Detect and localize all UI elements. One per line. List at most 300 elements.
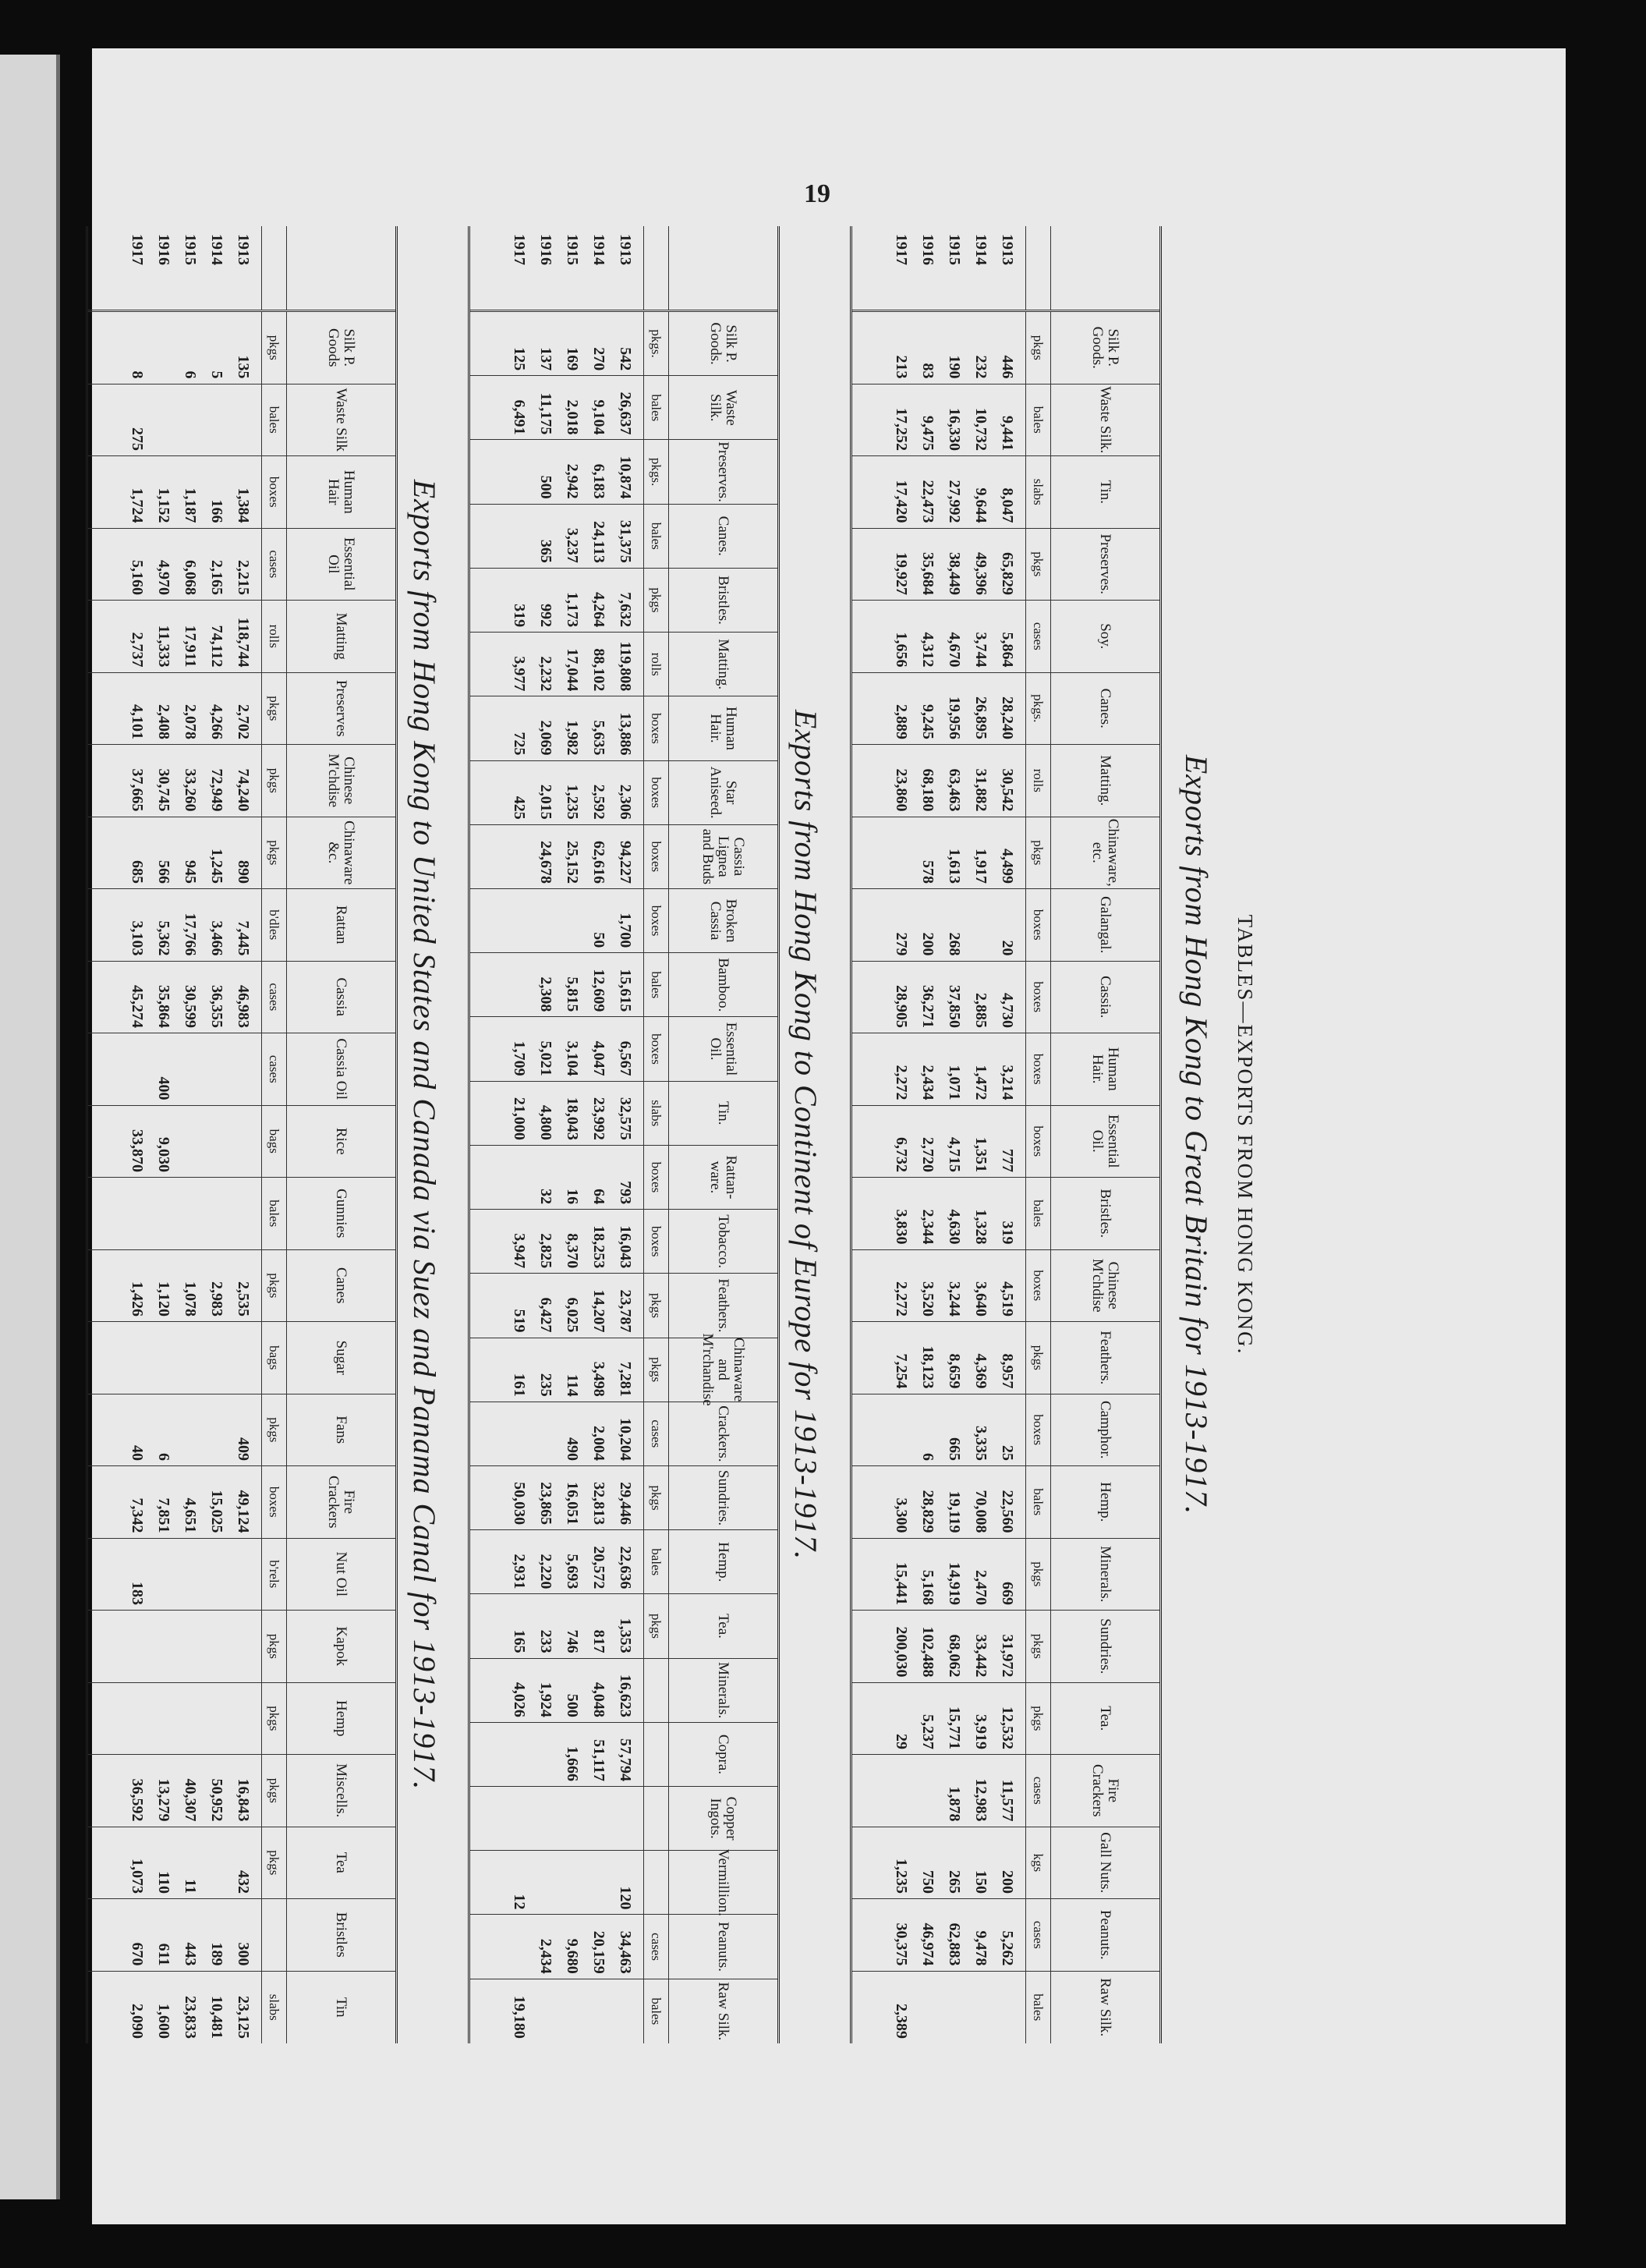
table-cell: 6,427 xyxy=(537,1297,554,1333)
table-cell: 12,609 xyxy=(590,969,607,1012)
table-cell: 1,152 xyxy=(155,487,172,523)
table-cell: 725 xyxy=(511,732,528,756)
column-header: Copra. xyxy=(668,1723,777,1786)
table-cell: 2,344 xyxy=(919,1209,936,1245)
table-cell: 1,472 xyxy=(972,1065,989,1100)
table-cell: 46,974 xyxy=(919,1922,936,1966)
table-cell: 409 xyxy=(235,1437,252,1461)
table-cell: 20,159 xyxy=(590,1930,607,1974)
table-cell: 31,375 xyxy=(617,519,634,563)
column-header: Kapok xyxy=(286,1611,395,1682)
table-cell: 2,018 xyxy=(564,399,581,435)
table-column xyxy=(88,1178,395,1250)
table-cell: 6,183 xyxy=(590,463,607,499)
column-body xyxy=(852,745,1025,817)
table-cell: 3,466 xyxy=(208,920,225,956)
table-cell: 25 xyxy=(999,1445,1016,1461)
table-cell xyxy=(533,1851,559,1914)
table-cell: 35,684 xyxy=(919,552,936,595)
year-column xyxy=(88,226,395,312)
column-body xyxy=(470,953,643,1016)
column-body xyxy=(88,1178,261,1249)
table-cell: 15,615 xyxy=(617,969,634,1012)
table-cell: 1,235 xyxy=(564,784,581,820)
table-cell: 268 xyxy=(946,932,963,956)
table-cell: 1,078 xyxy=(182,1281,199,1317)
table-cell: 4,266 xyxy=(208,704,225,739)
table-column xyxy=(470,1723,777,1787)
column-header: Chinaware and M'rchandise xyxy=(668,1338,777,1402)
column-body xyxy=(470,505,643,568)
column-header: Sundries. xyxy=(1050,1611,1159,1682)
table-cell: 3,300 xyxy=(893,1497,910,1533)
table-cell: 1,613 xyxy=(946,849,963,884)
table-cell: 2,931 xyxy=(511,1554,528,1589)
table-cell: 3,214 xyxy=(999,1065,1016,1100)
column-body xyxy=(470,1146,643,1209)
table-cell: 30,745 xyxy=(155,768,172,812)
column-unit: b'rels xyxy=(261,1539,286,1611)
table-column xyxy=(88,384,395,457)
table-cell: 74,240 xyxy=(235,768,252,812)
column-unit: slabs xyxy=(1025,456,1050,528)
table-cell: 1,328 xyxy=(972,1209,989,1245)
table-cell: 3,104 xyxy=(564,1040,581,1076)
table-cell xyxy=(506,1402,533,1465)
table-column xyxy=(852,312,1159,384)
column-unit: bales xyxy=(643,1979,668,2043)
table-cell: 2,306 xyxy=(617,784,634,820)
table-cell xyxy=(533,889,559,952)
table-column xyxy=(852,1466,1159,1539)
column-unit: boxes xyxy=(1025,889,1050,961)
table-cell xyxy=(230,1611,257,1682)
table-cell xyxy=(230,1106,257,1178)
table-cell: 4,047 xyxy=(590,1040,607,1076)
table-cell: 17,911 xyxy=(182,625,199,668)
table-cell: 17,252 xyxy=(893,408,910,451)
table-cell: 1,600 xyxy=(155,2004,172,2039)
table-cell: 200 xyxy=(919,932,936,956)
column-header: Chinaware, etc. xyxy=(1050,817,1159,889)
table-cell xyxy=(506,1915,533,1978)
table-column xyxy=(470,440,777,504)
column-body xyxy=(88,384,261,456)
column-unit: boxes xyxy=(1025,1033,1050,1105)
table-cell: 2,408 xyxy=(155,704,172,739)
table-cell: 12,532 xyxy=(999,1706,1016,1749)
column-body xyxy=(852,1972,1025,2044)
table-cell: 5,635 xyxy=(590,720,607,756)
column-header: Fire Crackers xyxy=(286,1466,395,1538)
table-cell: 9,104 xyxy=(590,399,607,435)
table-cell xyxy=(124,1611,150,1682)
table-column xyxy=(88,962,395,1034)
table-cell: 213 xyxy=(893,355,910,379)
column-unit: boxes xyxy=(1025,1250,1050,1322)
table-cell: 8,957 xyxy=(999,1353,1016,1389)
column-header: Broken Cassia xyxy=(668,889,777,952)
table-cell: 57,794 xyxy=(617,1738,634,1782)
table-cell: 233 xyxy=(537,1629,554,1653)
year-column-body xyxy=(470,226,643,310)
table-cell: 165 xyxy=(511,1629,528,1653)
table-cell: 19,180 xyxy=(511,1995,528,2039)
table-cell: 25,152 xyxy=(564,840,581,884)
table-cell: 9,644 xyxy=(972,487,989,523)
column-header: Tea. xyxy=(668,1594,777,1657)
column-header: Preserves xyxy=(286,673,395,745)
table-cell: 1,353 xyxy=(617,1618,634,1653)
column-body xyxy=(470,1979,643,2043)
table-cell: 16,051 xyxy=(564,1482,581,1526)
table-cell xyxy=(150,1539,177,1611)
table-cell: 19,956 xyxy=(946,696,963,739)
table-column xyxy=(852,1250,1159,1323)
column-unit xyxy=(643,1851,668,1914)
column-header: Essential Oil xyxy=(286,529,395,601)
table-cell: 992 xyxy=(537,604,554,628)
table-column xyxy=(852,1683,1159,1756)
column-body xyxy=(88,817,261,889)
table-cell: 6,567 xyxy=(617,1040,634,1076)
rotated-tables-frame xyxy=(129,226,1271,2043)
table-cell: 16,623 xyxy=(617,1674,634,1717)
table-cell: 2,165 xyxy=(208,560,225,595)
table-cell: 18,253 xyxy=(590,1225,607,1269)
table-cell xyxy=(533,1787,559,1850)
column-unit: boxes xyxy=(261,456,286,528)
column-unit xyxy=(261,1899,286,1971)
column-header: Feathers. xyxy=(1050,1322,1159,1394)
column-body xyxy=(852,817,1025,889)
column-body xyxy=(470,1274,643,1337)
table-cell: 5,168 xyxy=(919,1570,936,1605)
column-body xyxy=(470,1594,643,1657)
column-header: Raw Silk. xyxy=(1050,1972,1159,2044)
table-cell xyxy=(915,1755,941,1827)
column-unit: cases xyxy=(261,1033,286,1105)
table-cell xyxy=(559,889,586,952)
column-header: Copper Ingots. xyxy=(668,1787,777,1850)
table-cell: 72,949 xyxy=(208,768,225,812)
table-cell: 51,117 xyxy=(590,1739,607,1782)
column-unit: cases xyxy=(643,1402,668,1465)
column-header: Bristles. xyxy=(668,569,777,632)
table-cell: 4,499 xyxy=(999,849,1016,884)
table-column xyxy=(88,1972,395,2044)
column-body xyxy=(88,1033,261,1105)
table-cell xyxy=(230,384,257,456)
table-cell: 10,481 xyxy=(208,1996,225,2039)
table-cell: 1,724 xyxy=(129,487,146,523)
table-column xyxy=(852,1322,1159,1394)
column-header: Preserves. xyxy=(1050,529,1159,601)
table-cell: 18,043 xyxy=(564,1097,581,1140)
column-unit: bales xyxy=(1025,1466,1050,1538)
year-cell: 1916 xyxy=(155,234,172,265)
table-cell: 16 xyxy=(564,1189,581,1205)
table-cell: 1,878 xyxy=(946,1786,963,1822)
column-unit: bales xyxy=(1025,1972,1050,2044)
table-cell: 4,048 xyxy=(590,1682,607,1717)
table-cell: 74,112 xyxy=(208,625,225,668)
column-header: Matting xyxy=(286,601,395,672)
table-cell: 611 xyxy=(155,1943,172,1966)
table-cell: 28,240 xyxy=(999,696,1016,739)
table-cell: 2,434 xyxy=(537,1938,554,1974)
column-body xyxy=(852,1827,1025,1899)
table-cell: 23,787 xyxy=(617,1289,634,1333)
column-unit: bales xyxy=(1025,1178,1050,1249)
column-unit: pkgs xyxy=(1025,312,1050,384)
table-column xyxy=(88,312,395,384)
table-cell: 62,616 xyxy=(590,840,607,884)
year-column xyxy=(470,226,777,312)
column-body xyxy=(88,1972,261,2044)
table-cell: 7,632 xyxy=(617,592,634,628)
table-cell: 32,813 xyxy=(590,1482,607,1526)
table-cell: 2,232 xyxy=(537,656,554,692)
table-column xyxy=(852,1827,1159,1900)
column-unit: boxes xyxy=(643,696,668,760)
column-body xyxy=(470,312,643,375)
table-cell: 19,119 xyxy=(946,1490,963,1533)
column-header: Minerals. xyxy=(1050,1539,1159,1611)
table-cell: 817 xyxy=(590,1629,607,1653)
column-header: Fire Crackers xyxy=(1050,1755,1159,1827)
table-cell: 4,670 xyxy=(946,632,963,668)
column-header: Waste Silk. xyxy=(668,376,777,439)
table-column xyxy=(470,1915,777,1979)
table-cell: 4,369 xyxy=(972,1353,989,1389)
table-cell: 2,942 xyxy=(564,463,581,499)
table-cell: 24,113 xyxy=(590,520,607,563)
table-cell: 30,375 xyxy=(893,1922,910,1966)
year-column xyxy=(852,226,1159,312)
table-cell xyxy=(204,1611,230,1682)
table-cell: 50 xyxy=(590,932,607,948)
table-column xyxy=(470,1979,777,2043)
year-column-unit xyxy=(261,226,286,310)
table-cell: 5,693 xyxy=(564,1554,581,1589)
table-cell: 2,069 xyxy=(537,720,554,756)
table-cell: 3,919 xyxy=(972,1714,989,1749)
table-cell: 23,125 xyxy=(235,1996,252,2039)
table-cell xyxy=(994,1972,1021,2044)
table-cell: 23,833 xyxy=(182,1996,199,2039)
table-cell: 114 xyxy=(564,1373,581,1397)
table-cell: 169 xyxy=(564,347,581,371)
table-cell: 1,384 xyxy=(235,487,252,523)
table-cell: 1,120 xyxy=(155,1281,172,1317)
column-body xyxy=(88,745,261,817)
column-unit: kgs xyxy=(1025,1827,1050,1899)
table-cell xyxy=(204,1827,230,1899)
column-body xyxy=(470,1338,643,1402)
table-united-states-canada xyxy=(86,226,398,2043)
table-cell: 31,972 xyxy=(999,1634,1016,1678)
table-cell: 3,244 xyxy=(946,1281,963,1317)
table-cell: 578 xyxy=(919,860,936,884)
column-unit: rolls xyxy=(643,633,668,696)
column-header: Human Hair. xyxy=(1050,1033,1159,1105)
table-cell: 189 xyxy=(208,1942,225,1966)
table-column xyxy=(470,1466,777,1530)
table-cell: 24,678 xyxy=(537,840,554,884)
table-cell xyxy=(533,1723,559,1786)
year-cell: 1914 xyxy=(208,234,225,265)
table-column xyxy=(470,889,777,953)
column-body xyxy=(470,1082,643,1145)
table-cell: 32 xyxy=(537,1189,554,1205)
table-cell: 2,090 xyxy=(129,2004,146,2039)
column-unit: bales xyxy=(643,376,668,439)
table-cell: 2,220 xyxy=(537,1554,554,1589)
year-cell: 1913 xyxy=(235,234,252,265)
year-cell: 1917 xyxy=(893,234,910,265)
table-cell: 3,744 xyxy=(972,632,989,668)
table-cell: 2,702 xyxy=(235,704,252,739)
table-column xyxy=(470,1274,777,1338)
table-column xyxy=(88,745,395,817)
table-cell: 4,026 xyxy=(511,1682,528,1717)
column-unit: boxes xyxy=(643,1146,668,1209)
table-cell: 16,043 xyxy=(617,1225,634,1269)
year-cell: 1913 xyxy=(617,234,634,265)
table-column xyxy=(88,529,395,601)
column-header: Preserves. xyxy=(668,440,777,503)
column-unit: boxes xyxy=(643,1210,668,1273)
column-header: Fans xyxy=(286,1394,395,1466)
table-cell: 2,272 xyxy=(893,1065,910,1100)
table-cell xyxy=(124,1178,150,1249)
column-header: Hemp. xyxy=(668,1530,777,1593)
column-body xyxy=(470,1851,643,1914)
table-cell: 275 xyxy=(129,427,146,451)
table-cell: 3,640 xyxy=(972,1281,989,1317)
table-cell xyxy=(968,889,994,961)
table-cell xyxy=(177,1611,204,1682)
year-cell: 1917 xyxy=(129,234,146,265)
table-column xyxy=(852,1394,1159,1467)
table-cell: 232 xyxy=(972,355,989,379)
table-cell xyxy=(177,1106,204,1178)
table-cell: 9,475 xyxy=(919,416,936,451)
column-body xyxy=(470,1659,643,1722)
column-unit: pkgs xyxy=(643,1274,668,1337)
table-cell xyxy=(559,1979,586,2043)
column-body xyxy=(852,1394,1025,1466)
table-cell: 6 xyxy=(182,370,199,379)
table-column xyxy=(88,1466,395,1539)
column-body xyxy=(852,601,1025,672)
column-body xyxy=(852,1322,1025,1394)
column-body xyxy=(852,1250,1025,1322)
column-header: Tin xyxy=(286,1972,395,2044)
column-body xyxy=(88,312,261,384)
column-body xyxy=(852,1106,1025,1178)
table-cell xyxy=(124,1322,150,1394)
column-header: Bristles xyxy=(286,1899,395,1971)
column-header: Rattan xyxy=(286,889,395,961)
table-cell: 45,274 xyxy=(129,985,146,1028)
column-unit: pkgs xyxy=(261,1394,286,1466)
column-body xyxy=(88,1106,261,1178)
table-cell: 29 xyxy=(893,1734,910,1749)
column-body xyxy=(470,1723,643,1786)
table-column xyxy=(852,384,1159,457)
table-cell xyxy=(612,1787,639,1850)
year-cell: 1914 xyxy=(972,234,989,265)
column-body xyxy=(852,1611,1025,1682)
column-body xyxy=(88,601,261,672)
column-body xyxy=(852,312,1025,384)
year-cell: 1915 xyxy=(182,234,199,265)
column-unit xyxy=(643,1659,668,1722)
column-body xyxy=(470,1787,643,1850)
column-unit: boxes xyxy=(1025,1106,1050,1178)
table-cell xyxy=(177,384,204,456)
table-cell: 15,441 xyxy=(893,1562,910,1605)
table-cell: 33,260 xyxy=(182,768,199,812)
table-caption-great-britain: Exports from Hong Kong to Great Britain for 1913-1917. xyxy=(1179,754,1214,1515)
table-cell xyxy=(968,1972,994,2044)
table-cell xyxy=(204,1322,230,1394)
table-cell: 4,630 xyxy=(946,1209,963,1245)
table-column xyxy=(470,505,777,569)
table-cell: 446 xyxy=(999,355,1016,379)
table-column xyxy=(852,1539,1159,1611)
table-cell: 12,983 xyxy=(972,1778,989,1822)
column-header: Tea. xyxy=(1050,1683,1159,1755)
table-cell: 38,449 xyxy=(946,552,963,595)
table-cell: 8,047 xyxy=(999,487,1016,523)
table-cell xyxy=(204,1033,230,1105)
column-body xyxy=(470,1466,643,1529)
table-cell: 2,078 xyxy=(182,704,199,739)
year-column-body xyxy=(88,226,261,310)
table-column xyxy=(470,376,777,440)
table-cell: 166 xyxy=(208,499,225,523)
column-header: Cassia Oil xyxy=(286,1033,395,1105)
column-unit: pkgs xyxy=(261,1755,286,1827)
column-unit: pkgs xyxy=(643,569,668,632)
column-unit: cases xyxy=(1025,601,1050,672)
table-cell: 7,851 xyxy=(155,1497,172,1533)
column-unit: bags xyxy=(261,1322,286,1394)
year-column-unit xyxy=(643,226,668,310)
table-cell: 2,983 xyxy=(208,1281,225,1317)
column-header: Canes xyxy=(286,1250,395,1322)
table-cell: 7,342 xyxy=(129,1497,146,1533)
table-cell: 2,308 xyxy=(537,976,554,1012)
column-body xyxy=(88,673,261,745)
table-cell xyxy=(204,1539,230,1611)
table-cell: 2,737 xyxy=(129,632,146,668)
table-cell: 3,335 xyxy=(972,1426,989,1461)
table-cell: 32,575 xyxy=(617,1097,634,1140)
column-header: Cassia. xyxy=(1050,962,1159,1033)
table-cell: 94,227 xyxy=(617,840,634,884)
table-column xyxy=(470,953,777,1017)
table-column xyxy=(852,817,1159,890)
column-body xyxy=(852,1899,1025,1971)
table-column xyxy=(88,1899,395,1972)
table-column xyxy=(88,1611,395,1683)
column-body xyxy=(88,529,261,601)
table-cell: 33,442 xyxy=(972,1634,989,1678)
